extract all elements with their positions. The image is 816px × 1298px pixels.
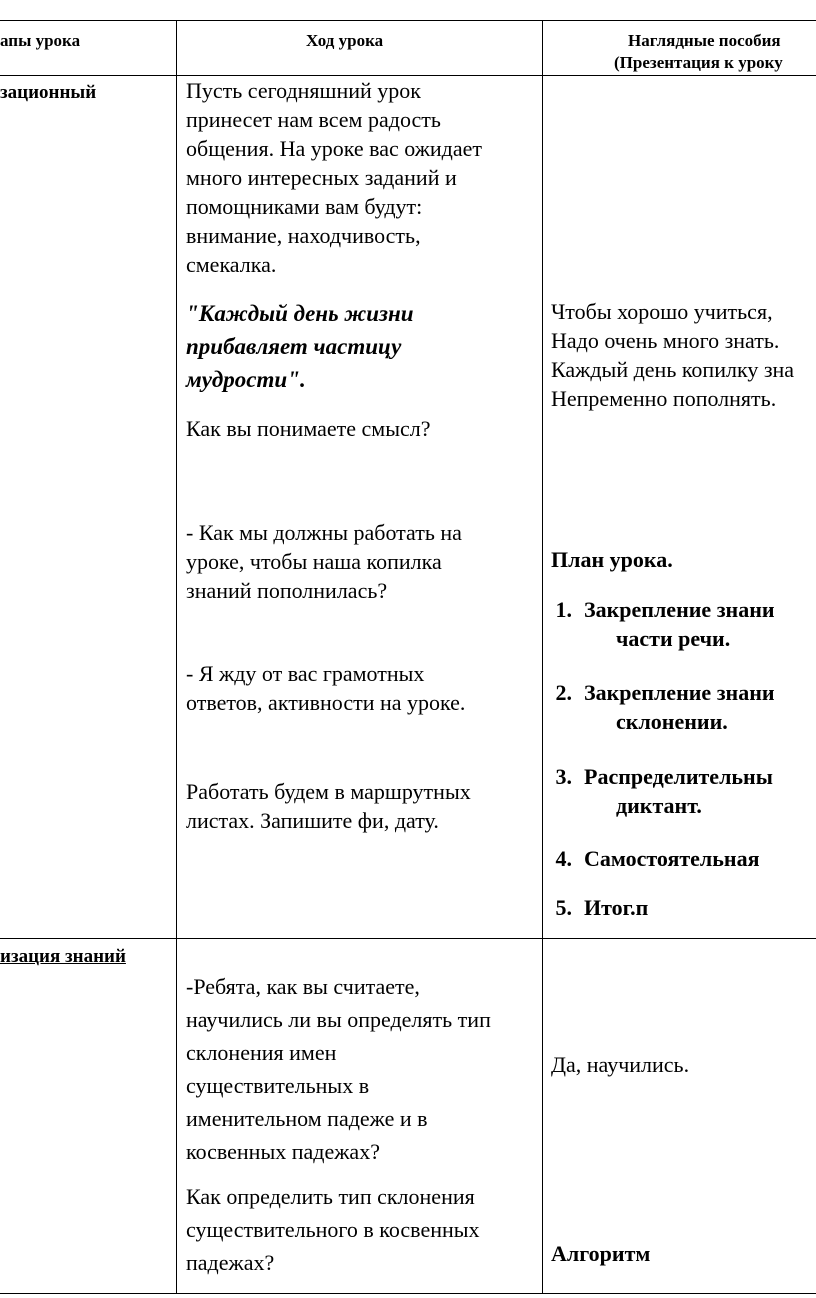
- declension-how-line: Как определить тип склонения: [186, 1184, 475, 1209]
- intro-line: Пусть сегодняшний урок: [186, 78, 421, 103]
- plan-item: [540, 844, 759, 873]
- route-sheets-line: листах. Запишите фи, дату.: [186, 808, 439, 833]
- plan-item-text: Распределительны: [584, 764, 773, 789]
- plan-item-number: 3.: [555, 764, 572, 789]
- expectation-line: - Я жду от вас грамотных: [186, 661, 425, 686]
- plan-item: [540, 595, 775, 653]
- stage-organizational: зационный: [0, 82, 97, 103]
- declension-question-line: существительных в: [186, 1073, 370, 1098]
- expectation-text: [186, 659, 465, 717]
- plan-item-text: Закрепление знани: [584, 597, 775, 622]
- plan-item-number: 2.: [555, 680, 572, 705]
- work-question: [186, 518, 462, 605]
- poem-line: Чтобы хорошо учиться,: [551, 299, 773, 324]
- plan-item: [540, 762, 773, 820]
- plan-item-text: диктант.: [616, 793, 702, 818]
- declension-question: [186, 970, 491, 1168]
- expectation-line: ответов, активности на уроке.: [186, 690, 466, 715]
- declension-how-question: [186, 1180, 480, 1279]
- algorithm-label: Алгоритм: [551, 1241, 651, 1266]
- intro-line: смекалка.: [186, 252, 277, 277]
- quote-line: "Каждый день жизни: [186, 301, 414, 326]
- plan-item-text: части речи.: [616, 626, 731, 651]
- poem-line: Непременно пополнять.: [551, 386, 777, 411]
- intro-line: помощниками вам будут:: [186, 194, 423, 219]
- question-meaning: Как вы понимаете смысл?: [186, 416, 431, 441]
- plan-title: План урока.: [551, 547, 673, 572]
- work-question-line: уроке, чтобы наша копилка: [186, 549, 442, 574]
- stage-knowledge-update: изация знаний: [0, 946, 126, 967]
- plan-item-text: Итог.п: [584, 895, 649, 920]
- plan-item: [540, 678, 775, 736]
- header-stages: апы урока: [0, 31, 81, 50]
- work-question-line: знаний пополнилась?: [186, 578, 388, 603]
- poem-line: Каждый день копилку зна: [551, 357, 795, 382]
- route-sheets-text: [186, 777, 471, 835]
- declension-question-line: склонения имен: [186, 1040, 337, 1065]
- declension-question-line: косвенных падежах?: [186, 1139, 380, 1164]
- intro-line: общения. На уроке вас ожидает: [186, 136, 483, 161]
- plan-item: [540, 893, 648, 922]
- intro-line: принесет нам всем радость: [186, 107, 441, 132]
- table-bottom-border: [0, 1293, 816, 1294]
- wisdom-quote: [186, 297, 414, 396]
- header-lesson-flow: Ход урока: [306, 31, 384, 50]
- table-top-border: [0, 20, 816, 21]
- quote-line: прибавляет частицу: [186, 334, 402, 359]
- plan-item-number: 4.: [555, 846, 572, 871]
- declension-question-line: научились ли вы определять тип: [186, 1007, 491, 1032]
- plan-item-number: 5.: [555, 895, 572, 920]
- intro-line: внимание, находчивость,: [186, 223, 421, 248]
- intro-text: [186, 76, 482, 279]
- plan-item-text: Закрепление знани: [584, 680, 775, 705]
- declension-question-line: -Ребята, как вы считаете,: [186, 974, 420, 999]
- row1-bottom-border: [0, 938, 816, 939]
- header-presentation: (Презентация к уроку: [614, 53, 783, 72]
- plan-item-text: склонении.: [616, 709, 728, 734]
- header-visual-aids: Наглядные пособия: [628, 31, 781, 50]
- declension-question-line: именительном падеже и в: [186, 1106, 428, 1131]
- col-divider-2: [542, 20, 543, 1294]
- work-question-line: - Как мы должны работать на: [186, 520, 462, 545]
- plan-item-number: 1.: [555, 597, 572, 622]
- intro-line: много интересных заданий и: [186, 165, 457, 190]
- col-divider-1: [176, 20, 177, 1294]
- route-sheets-line: Работать будем в маршрутных: [186, 779, 471, 804]
- plan-item-text: Самостоятельная: [584, 846, 760, 871]
- declension-how-line: существительного в косвенных: [186, 1217, 480, 1242]
- poem-line: Надо очень много знать.: [551, 328, 780, 353]
- quote-line: мудрости".: [186, 367, 306, 392]
- poem: [551, 297, 794, 413]
- declension-how-line: падежах?: [186, 1250, 275, 1275]
- answer-text: Да, научились.: [551, 1052, 690, 1077]
